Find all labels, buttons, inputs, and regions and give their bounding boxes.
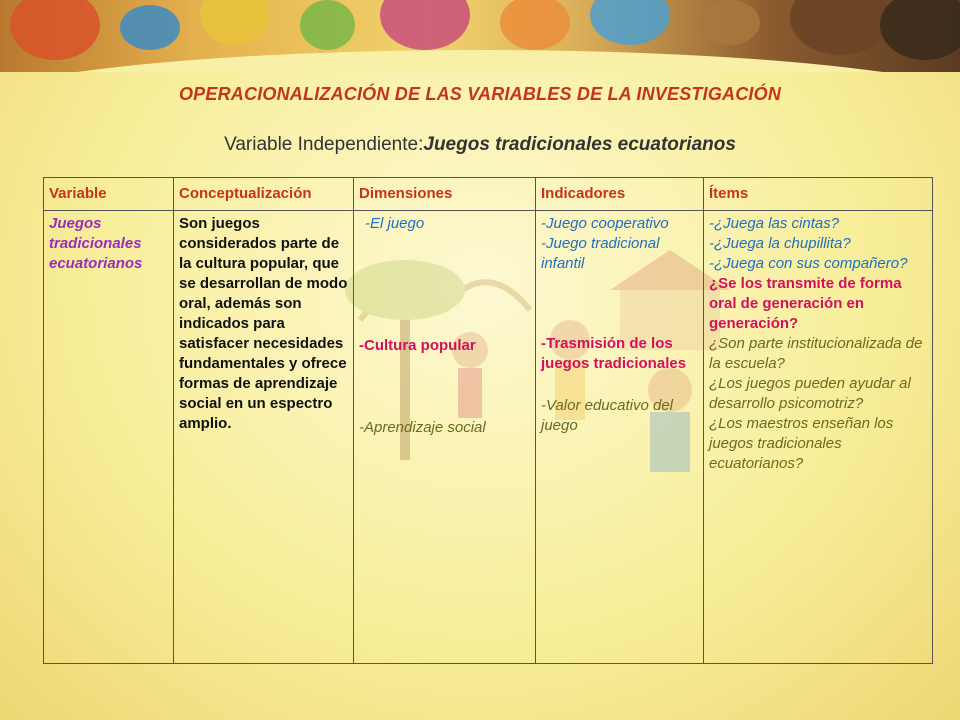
dimension-juego: -El juego [365,215,425,232]
header-conceptualization: Conceptualización [174,178,354,211]
subtitle-emphasis: Juegos tradicionales ecuatorianos [423,134,736,155]
subtitle-prefix: Variable Independiente: [224,134,424,155]
item-institucionalizada: ¿Son parte institucionalizada de la escuela? [709,335,923,372]
header-items: Ítems [704,178,933,211]
indicator-trasmision: -Trasmisión de los juegos tradicionales [541,335,687,372]
table-header-row [44,178,933,211]
item-transmite: ¿Se los transmite de forma oral de generación en generación? [709,275,902,332]
variable-text: Juegos tradicionales ecuatorianos [49,215,143,272]
header-variable: Variable [44,178,174,211]
cell-items [704,211,933,664]
header-indicators: Indicadores [536,178,704,211]
item-chupillita: -¿Juega la chupillita? [709,235,851,252]
header-dimensions: Dimensiones [354,178,536,211]
cell-dimensions [354,211,536,664]
item-cintas: -¿Juega las cintas? [709,215,840,232]
table-row [44,211,933,664]
decorative-banner [0,0,960,72]
page-title: OPERACIONALIZACIÓN DE LAS VARIABLES DE LA INVESTIGACIÓN [178,84,782,104]
cell-conceptualization [174,211,354,664]
indicator-cooperativo: -Juego cooperativo [541,215,669,232]
item-companero: -¿Juega con sus compañero? [709,255,908,272]
cell-indicators [536,211,704,664]
subtitle [0,134,960,156]
item-maestros: ¿Los maestros enseñan los juegos tradicionales ecuatorianos? [709,415,894,472]
operationalization-table [43,177,933,664]
item-psicomotriz: ¿Los juegos pueden ayudar al desarrollo psicomotriz? [709,375,911,412]
indicator-tradicional-infantil: -Juego tradicional infantil [541,235,660,272]
dimension-aprendizaje-social: -Aprendizaje social [359,419,486,436]
conceptualization-text: Son juegos considerados parte de la cultura popular, que se desarrollan de modo oral, además son indicados para satisfacer necesidades fundamentales y ofrece formas de aprendizaje social en un espectro amplio. [179,215,348,432]
dimension-cultura-popular: -Cultura popular [359,337,476,354]
cell-variable [44,211,174,664]
indicator-valor-educativo: -Valor educativo del juego [541,397,674,434]
